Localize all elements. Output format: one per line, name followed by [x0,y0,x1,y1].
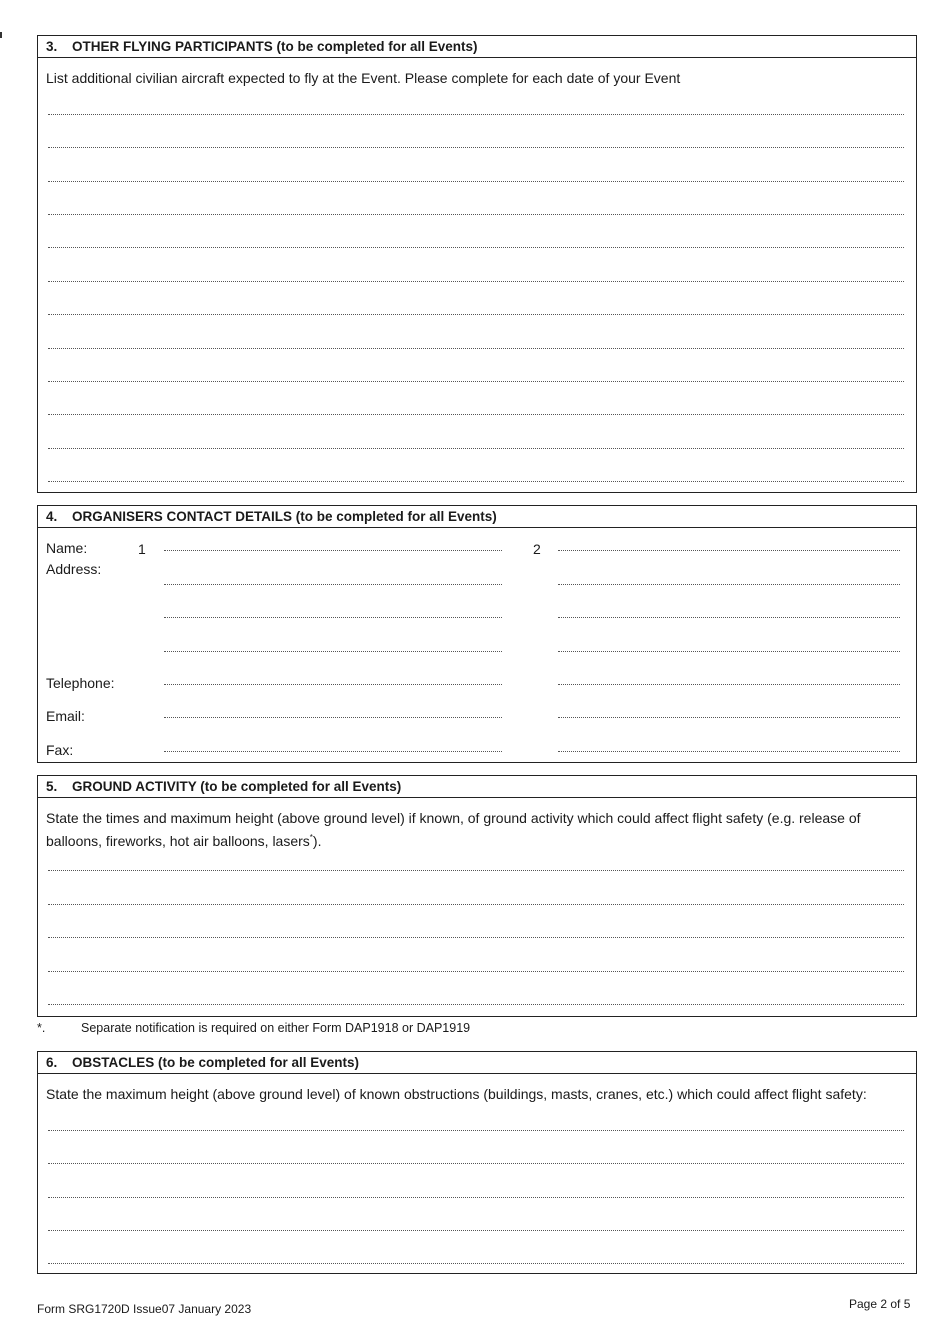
organiser-1-fax-line[interactable] [164,751,502,752]
section-4-header [38,506,916,528]
ground-activity-line-4[interactable] [48,971,904,972]
telephone-label: Telephone: [46,675,115,691]
organiser-2-telephone-line[interactable] [558,684,900,685]
section-3-number: 3. [46,39,58,54]
section-ground-activity [37,775,917,1017]
section-obstacles [37,1051,917,1274]
organiser-1-address-line-2[interactable] [164,617,502,618]
section-4-title: ORGANISERS CONTACT DETAILS (to be completed for all Events) [72,509,497,524]
organiser-1-email-line[interactable] [164,717,502,718]
footnote-mark: *. [37,1021,46,1035]
email-label: Email: [46,708,85,724]
obstacles-line-3[interactable] [48,1197,904,1198]
section-5-instructions-text: State the times and maximum height (above ground level) if known, of ground activity which could affect flight safety (e.g. release of balloons, fireworks, hot air balloons, lasers [46,810,861,849]
section-5-instructions-end: ). [312,833,322,849]
participants-line-9[interactable] [48,381,904,382]
section-5-number: 5. [46,779,58,794]
section-3-header [38,36,916,58]
participants-line-5[interactable] [48,247,904,248]
footnote-text: Separate notification is required on either Form DAP1918 or DAP1919 [81,1021,471,1035]
obstacles-line-4[interactable] [48,1230,904,1231]
section-5-header [38,776,916,798]
section-5-instructions [46,808,906,851]
participants-line-6[interactable] [48,281,904,282]
organiser-2-name-line[interactable] [558,550,900,551]
section-6-title: OBSTACLES (to be completed for all Events) [72,1055,360,1070]
participants-line-4[interactable] [48,214,904,215]
participants-line-7[interactable] [48,314,904,315]
organiser-1-telephone-line[interactable] [164,684,502,685]
organiser-1-name-line[interactable] [164,550,502,551]
participants-line-1[interactable] [48,114,904,115]
participants-line-3[interactable] [48,181,904,182]
lasers-footnote-marker: * [309,833,313,842]
organiser-1-number: 1 [138,541,146,557]
section-3-title: OTHER FLYING PARTICIPANTS (to be completed for all Events) [72,39,478,54]
margin-tick-mark [0,32,2,38]
obstacles-line-2[interactable] [48,1163,904,1164]
organiser-2-address-line-1[interactable] [558,584,900,585]
section-other-flying-participants [37,35,917,493]
participants-line-8[interactable] [48,348,904,349]
obstacles-line-5[interactable] [48,1263,904,1264]
ground-activity-line-5[interactable] [48,1004,904,1005]
ground-activity-line-2[interactable] [48,904,904,905]
obstacles-line-1[interactable] [48,1130,904,1131]
section-organisers-contact-details [37,505,917,763]
section-3-instructions: List additional civilian aircraft expected to fly at the Event. Please complete for each date of your Event [46,70,681,86]
organiser-2-number: 2 [533,541,541,557]
ground-activity-line-3[interactable] [48,937,904,938]
form-identifier: Form SRG1720D Issue07 January 2023 [37,1302,252,1316]
fax-label: Fax: [46,742,74,758]
organiser-1-address-line-1[interactable] [164,584,502,585]
organiser-2-email-line[interactable] [558,717,900,718]
organiser-2-address-line-3[interactable] [558,651,900,652]
section-4-number: 4. [46,509,58,524]
section-6-instructions: State the maximum height (above ground level) of known obstructions (buildings, masts, cranes, etc.) which could affect flight safety: [46,1086,867,1102]
name-label: Name: [46,540,88,556]
section-5-title: GROUND ACTIVITY (to be completed for all Events) [72,779,402,794]
address-label: Address: [46,561,102,577]
participants-line-12[interactable] [48,481,904,482]
organiser-1-address-line-3[interactable] [164,651,502,652]
ground-activity-line-1[interactable] [48,870,904,871]
participants-line-2[interactable] [48,147,904,148]
participants-line-11[interactable] [48,448,904,449]
participants-line-10[interactable] [48,414,904,415]
section-6-number: 6. [46,1055,58,1070]
organiser-2-fax-line[interactable] [558,751,900,752]
section-6-header [38,1052,916,1074]
organiser-2-address-line-2[interactable] [558,617,900,618]
page-number: Page 2 of 5 [849,1297,911,1311]
